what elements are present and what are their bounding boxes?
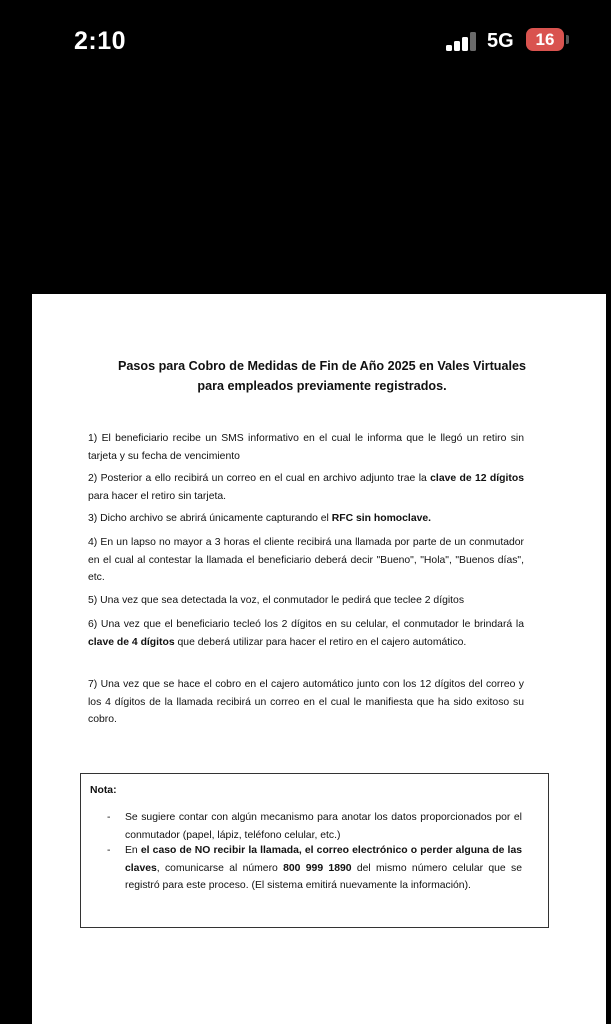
step-2: 2) Posterior a ello recibirá un correo en el cual en archivo adjunto trae la clave de 12 dígitos para hacer el retiro sin tarjeta. — [88, 473, 524, 502]
step-4: 4) En un lapso no mayor a 3 horas el cliente recibirá una llamada por parte de un conmutador en el cual al contestar la llamada el beneficiario deberá decir "Bueno", "Hola", "Buenos días", etc. — [88, 537, 524, 583]
battery-tip — [566, 35, 569, 44]
battery-icon: 16 — [526, 28, 564, 51]
document-page — [32, 294, 606, 1024]
step-7: 7) Una vez que se hace el cobro en el cajero automático junto con los 12 dígitos del correo y los 4 dígitos de la llamada recibirá un correo en el cual le manifiesta que ha sido exitoso su cobro. — [88, 679, 524, 725]
step-6: 6) Una vez que el beneficiario tecleó los 2 dígitos en su celular, el conmutador le brindará la clave de 4 dígitos que deberá utilizar para hacer el retiro en el cajero automático. — [88, 619, 524, 648]
status-bar — [0, 0, 611, 80]
step-1: 1) El beneficiario recibe un SMS informativo en el cual le informa que le llegó un retiro sin tarjeta y su fecha de vencimiento — [88, 433, 524, 462]
title-line-2: para empleados previamente registrados. — [197, 379, 447, 393]
step-3: 3) Dicho archivo se abrirá únicamente capturando el RFC sin homoclave. — [88, 513, 432, 524]
note-item-1: - Se sugiere contar con algún mecanismo para anotar los datos proporcionados por el conmutador (papel, lápiz, teléfono celular, etc.) — [125, 809, 522, 844]
document-title — [52, 356, 592, 396]
signal-strength-icon — [446, 31, 480, 51]
step-5: 5) Una vez que sea detectada la voz, el conmutador le pedirá que teclee 2 dígitos — [88, 595, 465, 606]
note-title: Nota: — [90, 785, 117, 796]
title-line-1: Pasos para Cobro de Medidas de Fin de Año 2025 en Vales Virtuales — [117, 359, 527, 373]
network-type: 5G — [487, 30, 514, 52]
note-box — [80, 773, 549, 928]
note-dash: - — [107, 812, 111, 823]
note-dash: - — [107, 845, 111, 856]
status-time: 2:10 — [74, 27, 127, 55]
note-item-2: - En el caso de NO recibir la llamada, el correo electrónico o perder alguna de las claves, comunicarse al número 800 999 1890 del mismo número celular que se registró para este proceso. (El sistema emitirá nuevamente la información). — [125, 842, 522, 895]
